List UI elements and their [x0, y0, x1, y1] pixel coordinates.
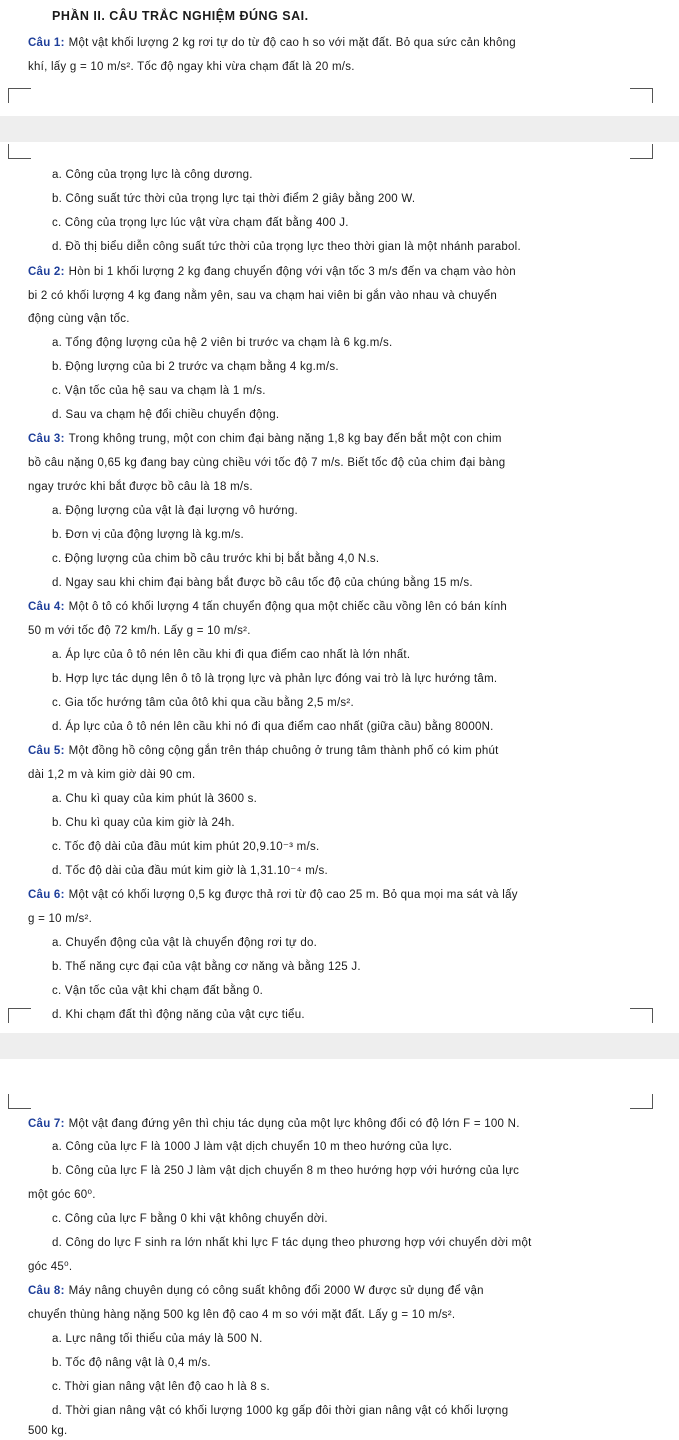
- option-d: d. Sau va chạm hệ đổi chiều chuyển động.: [52, 409, 280, 421]
- option-c: c. Tốc độ dài của đầu mút kim phút 20,9.10⁻³ m/s.: [52, 841, 320, 853]
- option-c: c. Vận tốc của vật khi chạm đất bằng 0.: [52, 985, 264, 997]
- option-b: b. Động lượng của bi 2 trước va chạm bằng 4 kg.m/s.: [52, 361, 339, 373]
- option-d-continuation: góc 45⁰.: [28, 1261, 73, 1273]
- question-label: Câu 1:: [28, 37, 65, 49]
- crop-mark: [630, 144, 653, 159]
- option-b: b. Chu kì quay của kim giờ là 24h.: [52, 817, 235, 829]
- question-stem: Câu 3: Trong không trung, một con chim đại bàng nặng 1,8 kg bay đến bắt một con chim: [28, 433, 502, 445]
- question-label: Câu 4:: [28, 601, 65, 613]
- page-break-band: [0, 116, 679, 142]
- option-b-continuation: một góc 60⁰.: [28, 1189, 96, 1201]
- option-a: a. Công của lực F là 1000 J làm vật dịch chuyển 10 m theo hướng của lực.: [52, 1141, 453, 1153]
- option-a: a. Chuyển động của vật là chuyển động rơi tự do.: [52, 937, 318, 949]
- option-a: a. Chu kì quay của kim phút là 3600 s.: [52, 793, 258, 805]
- question-label: Câu 2:: [28, 266, 65, 278]
- question-stem-line: 50 m với tốc độ 72 km/h. Lấy g = 10 m/s².: [28, 625, 251, 637]
- option-d: d. Khi chạm đất thì động năng của vật cực tiểu.: [52, 1009, 305, 1021]
- option-a: a. Áp lực của ô tô nén lên cầu khi đi qua điểm cao nhất là lớn nhất.: [52, 649, 411, 661]
- option-d: d. Công do lực F sinh ra lớn nhất khi lực F tác dụng theo phương hợp với chuyển dời một: [52, 1237, 532, 1249]
- question-stem: Câu 7: Một vật đang đứng yên thì chịu tác dụng của một lực không đổi có độ lớn F = 100 N.: [28, 1118, 520, 1130]
- question-stem: Câu 4: Một ô tô có khối lượng 4 tấn chuyển động qua một chiếc cầu vồng lên có bán kính: [28, 601, 508, 613]
- option-d-continuation: 500 kg.: [28, 1425, 68, 1437]
- option-b: b. Đơn vị của động lượng là kg.m/s.: [52, 529, 244, 541]
- crop-mark: [630, 88, 653, 103]
- crop-mark: [8, 1094, 31, 1109]
- option-d: d. Ngay sau khi chim đại bàng bắt được bồ câu tốc độ của chúng bằng 15 m/s.: [52, 577, 473, 589]
- question-label: Câu 8:: [28, 1285, 65, 1297]
- option-c: c. Động lượng của chim bồ câu trước khi bị bắt bằng 4,0 N.s.: [52, 553, 380, 565]
- crop-mark: [8, 1008, 31, 1023]
- option-d: d. Áp lực của ô tô nén lên cầu khi nó đi qua điểm cao nhất (giữa cầu) bằng 8000N.: [52, 721, 494, 733]
- option-d: d. Tốc độ dài của đầu mút kim giờ là 1,31.10⁻⁴ m/s.: [52, 865, 328, 877]
- option-b: b. Tốc độ nâng vật là 0,4 m/s.: [52, 1357, 211, 1369]
- question-label: Câu 6:: [28, 889, 65, 901]
- question-stem: Câu 2: Hòn bi 1 khối lượng 2 kg đang chuyển động với vận tốc 3 m/s đến va chạm vào hòn: [28, 266, 516, 278]
- question-stem: Câu 6: Một vật có khối lượng 0,5 kg được thả rơi từ độ cao 25 m. Bỏ qua mọi ma sát và lấy: [28, 889, 518, 901]
- option-a: a. Công của trọng lực là công dương.: [52, 169, 253, 181]
- question-label: Câu 7:: [28, 1118, 65, 1130]
- option-b: b. Công suất tức thời của trọng lực tại thời điểm 2 giây bằng 200 W.: [52, 193, 416, 205]
- question-stem-line: g = 10 m/s².: [28, 913, 93, 925]
- option-b: b. Công của lực F là 250 J làm vật dịch chuyển 8 m theo hướng hợp với hướng của lực: [52, 1165, 520, 1177]
- question-stem: Câu 5: Một đồng hồ công cộng gắn trên tháp chuông ở trung tâm thành phố có kim phút: [28, 745, 499, 757]
- option-d: d. Thời gian nâng vật có khối lượng 1000 kg gấp đôi thời gian nâng vật có khối lượng: [52, 1405, 509, 1417]
- option-c: c. Vận tốc của hệ sau va chạm là 1 m/s.: [52, 385, 266, 397]
- option-c: c. Gia tốc hướng tâm của ôtô khi qua cầu bằng 2,5 m/s².: [52, 697, 354, 709]
- option-c: c. Thời gian nâng vật lên độ cao h là 8 s.: [52, 1381, 270, 1393]
- page-break-band: [0, 1033, 679, 1059]
- question-label: Câu 5:: [28, 745, 65, 757]
- question-stem-line: bi 2 có khối lượng 4 kg đang nằm yên, sau va chạm hai viên bi gắn vào nhau và chuyển: [28, 290, 498, 302]
- option-a: a. Động lượng của vật là đại lượng vô hướng.: [52, 505, 298, 517]
- crop-mark: [8, 144, 31, 159]
- option-d: d. Đồ thị biểu diễn công suất tức thời của trọng lực theo thời gian là một nhánh parabol.: [52, 241, 521, 253]
- crop-mark: [630, 1094, 653, 1109]
- option-a: a. Lực nâng tối thiểu của máy là 500 N.: [52, 1333, 263, 1345]
- question-stem-line: chuyển thùng hàng nặng 500 kg lên độ cao 4 m so với mặt đất. Lấy g = 10 m/s².: [28, 1309, 456, 1321]
- option-a: a. Tổng động lượng của hệ 2 viên bi trước va chạm là 6 kg.m/s.: [52, 337, 393, 349]
- crop-mark: [8, 88, 31, 103]
- question-stem-line: bồ câu nặng 0,65 kg đang bay cùng chiều với tốc độ 7 m/s. Biết tốc độ của chim đại bàng: [28, 457, 506, 469]
- option-b: b. Hợp lực tác dụng lên ô tô là trọng lực và phản lực đóng vai trò là lực hướng tâm.: [52, 673, 498, 685]
- option-c: c. Công của trọng lực lúc vật vừa chạm đất bằng 400 J.: [52, 217, 349, 229]
- question-stem: Câu 1: Một vật khối lượng 2 kg rơi tự do từ độ cao h so với mặt đất. Bỏ qua sức cản không: [28, 37, 516, 49]
- option-c: c. Công của lực F bằng 0 khi vật không chuyển dời.: [52, 1213, 328, 1225]
- question-stem-line: khí, lấy g = 10 m/s². Tốc độ ngay khi vừa chạm đất là 20 m/s.: [28, 61, 355, 73]
- question-label: Câu 3:: [28, 433, 65, 445]
- question-stem-line: động cùng vận tốc.: [28, 313, 130, 325]
- option-b: b. Thế năng cực đại của vật bằng cơ năng và bằng 125 J.: [52, 961, 361, 973]
- question-stem-line: dài 1,2 m và kim giờ dài 90 cm.: [28, 769, 196, 781]
- question-stem: Câu 8: Máy nâng chuyên dụng có công suất không đổi 2000 W được sử dụng để vận: [28, 1285, 484, 1297]
- section-title: PHẦN II. CÂU TRẮC NGHIỆM ĐÚNG SAI.: [52, 9, 309, 23]
- question-stem-line: ngay trước khi bắt được bồ câu là 18 m/s.: [28, 481, 253, 493]
